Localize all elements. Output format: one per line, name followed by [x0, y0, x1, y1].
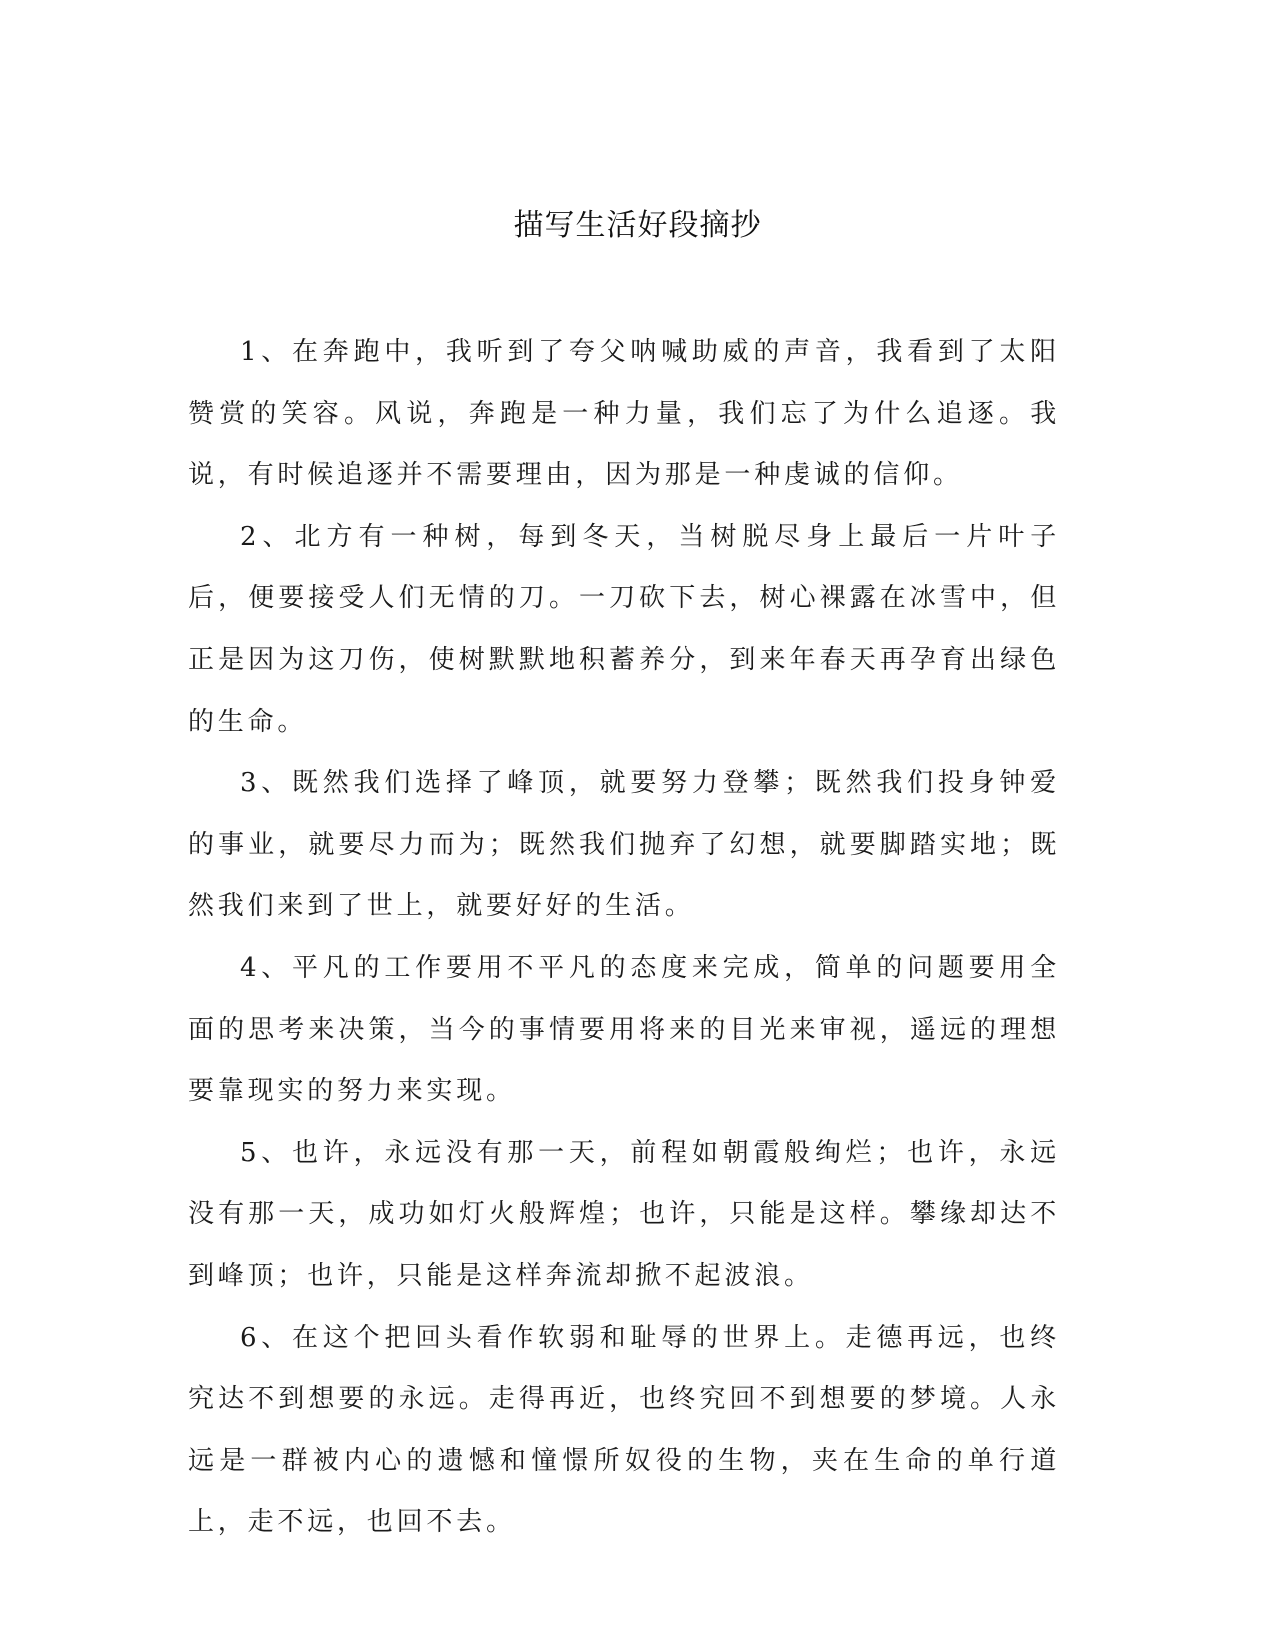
paragraph-1: 1、在奔跑中，我听到了夸父呐喊助威的声音，我看到了太阳赞赏的笑容。风说，奔跑是一种力量，我们忘了为什么追逐。我说，有时候追逐并不需要理由，因为那是一种虔诚的信仰。	[188, 337, 1060, 491]
paragraph-4: 4、平凡的工作要用不平凡的态度来完成，简单的问题要用全面的思考来决策，当今的事情要用将来的目光来审视，遥远的理想要靠现实的努力来实现。	[188, 952, 1060, 1107]
document-body	[188, 322, 1060, 1554]
paragraph-5: 5、也许，永远没有那一天，前程如朝霞般绚烂；也许，永远没有那一天，成功如灯火般辉煌；也许，只能是这样。攀缘却达不到峰顶；也许，只能是这样奔流却掀不起波浪。	[188, 1137, 1060, 1291]
paragraph-2: 2、北方有一种树，每到冬天，当树脱尽身上最后一片叶子后，便要接受人们无情的刀。一刀砍下去，树心裸露在冰雪中，但正是因为这刀伤，使树默默地积蓄养分，到来年春天再孕育出绿色的生命。	[188, 521, 1060, 737]
paragraph-6: 6、在这个把回头看作软弱和耻辱的世界上。走德再远，也终究达不到想要的永远。走得再近，也终究回不到想要的梦境。人永远是一群被内心的遗憾和憧憬所奴役的生物，夹在生命的单行道上，走不远，也回不去。	[188, 1322, 1060, 1538]
paragraph-3: 3、既然我们选择了峰顶，就要努力登攀；既然我们投身钟爱的事业，就要尽力而为；既然我们抛弃了幻想，就要脚踏实地；既然我们来到了世上，就要好好的生活。	[188, 768, 1060, 922]
document-title: 描写生活好段摘抄	[513, 208, 762, 243]
